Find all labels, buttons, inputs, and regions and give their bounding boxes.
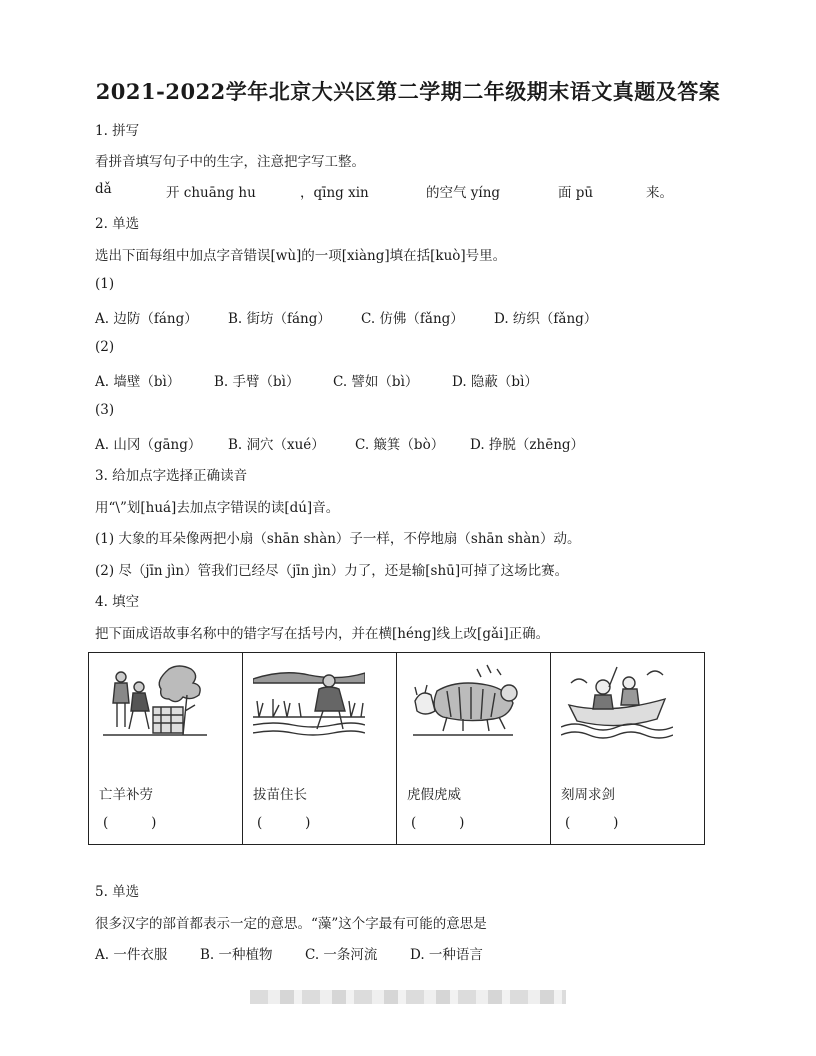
option: C. 仿佛（fǎng） — [361, 311, 464, 327]
q1-part-2: 开 chuāng hu — [166, 185, 256, 201]
idiom-name: 拔苗住长 — [253, 787, 307, 803]
option: D. 纺织（fǎng） — [494, 311, 598, 327]
q3-item-2: (2) 尽（jīn jìn）管我们已经尽（jīn jìn）力了，还是输[shū]可掉了这场比赛。 — [95, 563, 569, 579]
q2-instruction: 选出下面每组中加点字音错误[wù]的一项[xiàng]填在括[kuò]号里。 — [95, 248, 507, 264]
q1-heading: 1. 拼写 — [95, 123, 140, 139]
answer-parentheses[interactable]: ( ) — [411, 815, 465, 831]
answer-parentheses[interactable]: ( ) — [103, 815, 157, 831]
q2-group-1-options — [0, 307, 816, 327]
q5-options — [0, 943, 816, 963]
q3-item-1: (1) 大象的耳朵像两把小扇（shān shàn）子一样，不停地扇（shān shàn）动。 — [95, 531, 581, 547]
option: A. 山冈（gāng） — [95, 437, 202, 453]
q4-instruction: 把下面成语故事名称中的错字写在括号内，并在横[héng]线上改[gǎi]正确。 — [95, 626, 550, 642]
q2-group-2-label: (2) — [95, 339, 115, 355]
q3-instruction: 用“\”划[huá]去加点字错误的读[dú]音。 — [95, 500, 340, 516]
page-title: 2021-2022学年北京大兴区第二学期二年级期末语文真题及答案 — [95, 79, 721, 104]
option: A. 一件衣服 — [95, 947, 168, 963]
q5-instruction: 很多汉字的部首都表示一定的意思。“藻”这个字最有可能的意思是 — [95, 916, 487, 932]
idiom-table — [88, 652, 705, 845]
fox-and-tiger-illustration — [407, 661, 519, 739]
answer-parentheses[interactable]: ( ) — [257, 815, 311, 831]
q4-heading: 4. 填空 — [95, 594, 140, 610]
idiom-cell — [243, 653, 397, 844]
q2-group-3-label: (3) — [95, 402, 115, 418]
q2-group-3-options — [0, 433, 816, 453]
q5-heading: 5. 单选 — [95, 884, 140, 900]
option: C. 一条河流 — [305, 947, 378, 963]
q2-heading: 2. 单选 — [95, 216, 140, 232]
idiom-name: 亡羊补劳 — [99, 787, 153, 803]
q1-pinyin-row — [0, 181, 816, 201]
pulling-seedlings-illustration — [253, 661, 365, 739]
q1-instruction: 看拼音填写句子中的生字，注意把字写工整。 — [95, 154, 365, 170]
option: D. 挣脱（zhēng） — [470, 437, 585, 453]
idiom-name: 刻周求剑 — [561, 787, 615, 803]
option: A. 墙壁（bì） — [95, 374, 181, 390]
option: B. 手臂（bì） — [214, 374, 300, 390]
blurred-watermark — [250, 990, 566, 1004]
idiom-cell — [551, 653, 704, 844]
q3-heading: 3. 给加点字选择正确读音 — [95, 468, 248, 484]
idiom-cell — [397, 653, 551, 844]
option: D. 一种语言 — [410, 947, 483, 963]
option: B. 街坊（fáng） — [228, 311, 331, 327]
answer-parentheses[interactable]: ( ) — [565, 815, 619, 831]
idiom-name: 虎假虎威 — [407, 787, 461, 803]
option: D. 隐蔽（bì） — [452, 374, 538, 390]
sheep-pen-illustration — [99, 661, 211, 739]
q1-part-1: dǎ — [95, 181, 112, 197]
q2-group-1-label: (1) — [95, 276, 115, 292]
q2-group-2-options — [0, 370, 816, 390]
boat-and-sword-illustration — [561, 661, 673, 739]
option: A. 边防（fáng） — [95, 311, 198, 327]
option: B. 洞穴（xué） — [228, 437, 325, 453]
idiom-cell — [89, 653, 243, 844]
q1-part-4: 的空气 yíng — [426, 185, 501, 201]
q1-part-5: 面 pū — [558, 185, 594, 201]
option: B. 一种植物 — [200, 947, 273, 963]
option: C. 簸箕（bò） — [355, 437, 445, 453]
q1-part-6: 来。 — [646, 185, 673, 201]
option: C. 譬如（bì） — [333, 374, 419, 390]
q1-part-3: ，qīng xin — [300, 185, 369, 201]
